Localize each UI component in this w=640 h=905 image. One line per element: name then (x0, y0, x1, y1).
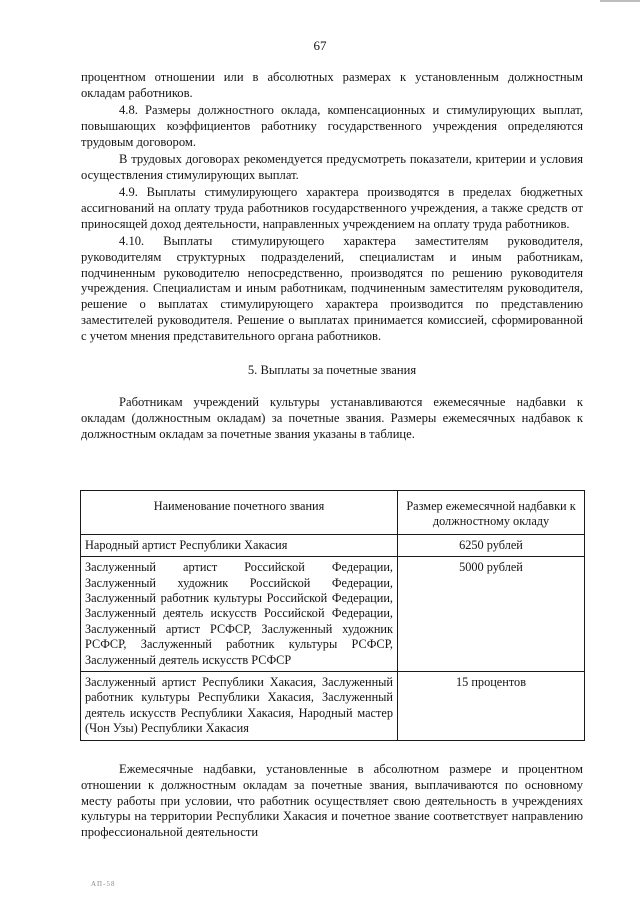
section-intro: Работникам учреждений культуры устанавливаются ежемесячные надбавки к окладам (должностным окладам) за почетные звания. Размеры ежемесячных надбавок к должностным окладам за почетные звания указаны в таблице. (81, 395, 583, 441)
paragraph-contracts: В трудовых договорах рекомендуется предусмотреть показатели, критерии и условия осуществления стимулирующих выплат. (81, 151, 583, 182)
table-row (81, 672, 585, 741)
table-header-amount: Размер ежемесячной надбавки к должностному окладу (398, 491, 585, 535)
table-cell-amount: 5000 рублей (398, 557, 585, 672)
closing-paragraph: Ежемесячные надбавки, установленные в абсолютном размере и процентном отношении к должностным окладам за почетные звания, выплачиваются по основному месту работы при условии, что работник осуществляет свою деятельность в учреждениях культуры на территории Республики Хакасия и почетное звание соответствует направлению профессиональной деятельности (81, 762, 583, 840)
table-row (81, 557, 585, 672)
paragraph-4-10: 4.10. Выплаты стимулирующего характера заместителям руководителя, руководителям структурных подразделений, специалистам и иным работникам, подчиненным руководителю непосредственно, производятся по решению руководителя учреждения. Специалистам и иным работникам, подчиненным заместителям руководителя, решение о выплатах стимулирующего характера производится по представлению заместителей руководителя. Решение о выплатах принимается комиссией, сформированной с учетом мнения представительного органа работников. (81, 233, 583, 343)
table-cell-title: Народный артист Республики Хакасия (81, 534, 398, 556)
paragraph-4-8: 4.8. Размеры должностного оклада, компенсационных и стимулирующих выплат, повышающих коэффициентов работнику государственного учреждения определяются трудовым договором. (81, 103, 583, 149)
footer-mark: АП-58 (91, 880, 116, 888)
closing-text (81, 762, 583, 841)
paragraph-continuation: процентном отношении или в абсолютных размерах к установленным должностным окладам работников. (81, 70, 583, 100)
page-number: 67 (313, 38, 327, 53)
paragraph-4-9: 4.9. Выплаты стимулирующего характера производятся в пределах бюджетных ассигнований на оплату труда работников государственного учреждения, а также средств от приносящей доход деятельности, направленных учреждением на оплату труда работников. (81, 185, 583, 231)
table-cell-title: Заслуженный артист Республики Хакасия, Заслуженный работник культуры Республики Хакасия, Заслуженный деятель искусств Республики Хакасия, Народный мастер (Чон Узы) Республики Хакасия (81, 672, 398, 741)
table-header-title: Наименование почетного звания (81, 491, 398, 535)
table-header-row (81, 491, 585, 535)
table-cell-amount: 15 процентов (398, 672, 585, 741)
honorary-titles-table (80, 490, 585, 741)
table-row (81, 534, 585, 556)
table-cell-amount: 6250 рублей (398, 534, 585, 556)
section-title: 5. Выплаты за почетные звания (247, 362, 417, 377)
table-cell-title: Заслуженный артист Российской Федерации, Заслуженный художник Российской Федерации, Заслуженный работник культуры Российской Федерации, Заслуженный деятель искусств Российской Федерации, Заслуженный артист РСФСР, Заслуженный художник РСФСР, Заслуженный работник культуры РСФСР, Заслуженный деятель искусств РСФСР (81, 557, 398, 672)
document-body (81, 70, 583, 444)
scan-edge-mark (600, 0, 640, 2)
